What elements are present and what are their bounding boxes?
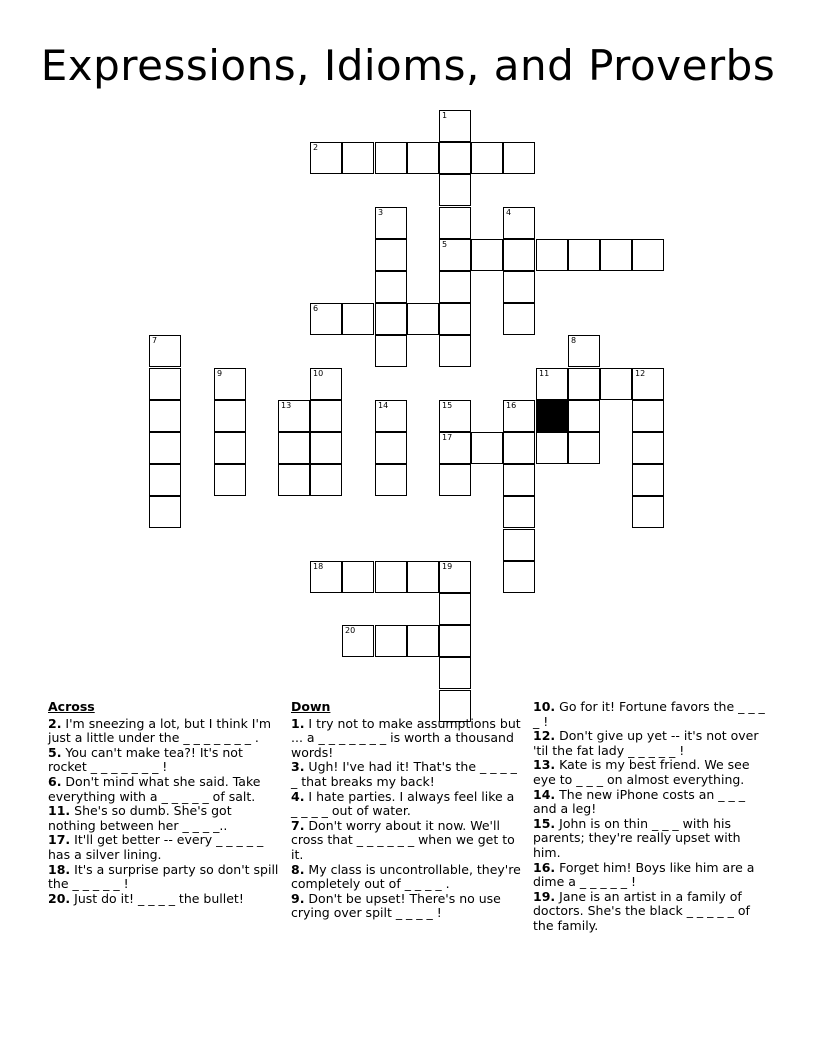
clue-number-label: 18. <box>48 861 71 877</box>
grid-cell[interactable] <box>503 271 535 303</box>
clue <box>48 746 280 775</box>
clue-number: 8 <box>571 336 577 345</box>
clue-text: The new iPhone costs an _ _ _ and a leg! <box>533 786 745 817</box>
clue-text: It'll get better -- every _ _ _ _ _ has a silver lining. <box>48 832 264 862</box>
grid-cell[interactable] <box>471 142 503 174</box>
grid-cell[interactable] <box>503 303 535 335</box>
grid-cell[interactable] <box>375 400 407 432</box>
clue-number: 4 <box>506 208 512 217</box>
grid-cell[interactable] <box>632 239 664 271</box>
clue-text: Forget him! Boys like him are a dime a _ _ _ _ _ ! <box>533 859 755 890</box>
clue-number: 7 <box>152 336 158 345</box>
grid-cell[interactable] <box>439 335 471 367</box>
clue <box>291 760 523 789</box>
clue-number: 13 <box>281 401 292 410</box>
clue <box>533 890 765 934</box>
grid-cell[interactable] <box>310 561 342 593</box>
clue-number-label: 3. <box>291 759 305 775</box>
clue-number-label: 14. <box>533 786 556 802</box>
grid-cell[interactable] <box>632 368 664 400</box>
grid-cell[interactable] <box>503 239 535 271</box>
grid-cell[interactable] <box>278 400 310 432</box>
grid-cell[interactable] <box>214 400 246 432</box>
clue-number: 3 <box>378 208 384 217</box>
clue-number: 5 <box>442 240 448 249</box>
down-heading: Down <box>291 699 331 714</box>
grid-cell[interactable] <box>503 464 535 496</box>
clue-number: 1 <box>442 111 448 120</box>
grid-cell[interactable] <box>214 432 246 464</box>
clue-number-label: 8. <box>291 861 305 877</box>
grid-cell[interactable] <box>536 239 568 271</box>
clue <box>533 861 765 890</box>
grid-cell[interactable] <box>407 142 439 174</box>
clue-text: Just do it! _ _ _ _ the bullet! <box>70 890 244 906</box>
grid-cell[interactable] <box>342 561 374 593</box>
clue-number-label: 7. <box>291 817 305 833</box>
grid-cell[interactable] <box>375 335 407 367</box>
clue <box>48 833 280 862</box>
grid-cell[interactable] <box>439 657 471 689</box>
clue-text: You can't make tea?! It's not rocket _ _ _ _ _ _ _ ! <box>48 744 243 775</box>
clue-number: 15 <box>442 401 453 410</box>
clue-number-label: 16. <box>533 859 556 875</box>
clue-number-label: 2. <box>48 715 62 731</box>
grid-cell[interactable] <box>375 303 407 335</box>
clue-text: I hate parties. I always feel like a _ _ _ _ out of water. <box>291 788 515 819</box>
grid-cell[interactable] <box>568 335 600 367</box>
clue-text: It's a surprise party so don't spill the _ _ _ _ _ ! <box>48 861 279 892</box>
clue <box>48 775 280 804</box>
grid-cell[interactable] <box>342 303 374 335</box>
grid-cell[interactable] <box>278 464 310 496</box>
grid-cell[interactable] <box>503 529 535 561</box>
clue-number: 2 <box>313 143 319 152</box>
grid-cell[interactable] <box>439 174 471 206</box>
grid-cell[interactable] <box>149 335 181 367</box>
clue-text: Don't mind what she said. Take everything with a _ _ _ _ _ of salt. <box>48 773 261 804</box>
grid-cell[interactable] <box>439 207 471 239</box>
clue <box>533 758 765 787</box>
grid-cell[interactable] <box>342 625 374 657</box>
grid-cell[interactable] <box>214 464 246 496</box>
black-square <box>536 400 568 432</box>
grid-cell[interactable] <box>568 400 600 432</box>
grid-cell[interactable] <box>632 400 664 432</box>
clue-text: My class is uncontrollable, they're completely out of _ _ _ _ . <box>291 861 521 892</box>
grid-cell[interactable] <box>407 625 439 657</box>
clue-number: 20 <box>345 626 356 635</box>
clue <box>291 717 523 761</box>
grid-cell[interactable] <box>439 142 471 174</box>
clue-number-label: 1. <box>291 715 305 731</box>
clue-text: Don't be upset! There's no use crying over spilt _ _ _ _ ! <box>291 890 501 921</box>
clue <box>291 863 523 892</box>
clue-number: 6 <box>313 304 319 313</box>
grid-cell[interactable] <box>536 368 568 400</box>
grid-cell[interactable] <box>536 432 568 464</box>
grid-cell[interactable] <box>439 239 471 271</box>
clue-text: I'm sneezing a lot, but I think I'm just a little under the _ _ _ _ _ _ _ . <box>48 715 272 746</box>
grid-cell[interactable] <box>439 271 471 303</box>
grid-cell[interactable] <box>439 593 471 625</box>
clue-number: 11 <box>539 369 550 378</box>
grid-cell[interactable] <box>439 432 471 464</box>
clue-number-label: 20. <box>48 890 71 906</box>
clue <box>533 729 765 758</box>
clue-text: I try not to make assumptions but ... a _ _ _ _ _ _ _ is worth a thousand words! <box>291 715 521 760</box>
grid-cell[interactable] <box>214 368 246 400</box>
grid-cell[interactable] <box>375 239 407 271</box>
down-clues <box>291 700 523 921</box>
grid-cell[interactable] <box>375 142 407 174</box>
clue-number: 19 <box>442 562 453 571</box>
clue-text: Don't give up yet -- it's not over 'til the fat lady _ _ _ _ _ ! <box>533 728 759 758</box>
clue <box>291 819 523 863</box>
clue <box>291 892 523 921</box>
clue-number: 18 <box>313 562 324 571</box>
clue <box>291 790 523 819</box>
clue <box>533 817 765 861</box>
grid-cell[interactable] <box>632 496 664 528</box>
down-clues-continued <box>533 700 765 934</box>
grid-cell[interactable] <box>439 303 471 335</box>
grid-cell[interactable] <box>375 561 407 593</box>
grid-cell[interactable] <box>149 496 181 528</box>
clue <box>48 717 280 746</box>
grid-cell[interactable] <box>568 368 600 400</box>
grid-cell[interactable] <box>375 207 407 239</box>
clue-number-label: 13. <box>533 757 556 773</box>
grid-cell[interactable] <box>310 432 342 464</box>
clue <box>533 700 765 729</box>
grid-cell[interactable] <box>600 368 632 400</box>
grid-cell[interactable] <box>439 110 471 142</box>
clue-text: Kate is my best friend. We see eye to _ _ _ on almost everything. <box>533 757 750 787</box>
clue-number: 10 <box>313 369 324 378</box>
clue-number: 9 <box>217 369 223 378</box>
clue-text: Don't worry about it now. We'll cross that _ _ _ _ _ _ when we get to it. <box>291 817 515 862</box>
grid-cell[interactable] <box>632 432 664 464</box>
grid-cell[interactable] <box>310 400 342 432</box>
grid-cell[interactable] <box>439 561 471 593</box>
grid-cell[interactable] <box>439 625 471 657</box>
grid-cell[interactable] <box>503 496 535 528</box>
grid-cell[interactable] <box>407 561 439 593</box>
grid-cell[interactable] <box>439 464 471 496</box>
clue-number-label: 10. <box>533 699 556 714</box>
clue-number-label: 15. <box>533 815 556 831</box>
clue-number-label: 19. <box>533 888 556 904</box>
puzzle-title: Expressions, Idioms, and Proverbs <box>40 41 776 90</box>
across-heading: Across <box>48 699 95 714</box>
clue-number-label: 9. <box>291 890 305 906</box>
grid-cell[interactable] <box>471 239 503 271</box>
clue <box>48 804 280 833</box>
clue-number-label: 4. <box>291 788 305 804</box>
clue <box>533 788 765 817</box>
grid-cell[interactable] <box>310 303 342 335</box>
grid-cell[interactable] <box>375 625 407 657</box>
grid-cell[interactable] <box>503 432 535 464</box>
clue-number-label: 17. <box>48 832 71 848</box>
grid-cell[interactable] <box>503 400 535 432</box>
clue-number-label: 11. <box>48 803 71 819</box>
grid-cell[interactable] <box>600 239 632 271</box>
grid-cell[interactable] <box>568 239 600 271</box>
clue-number-label: 12. <box>533 728 556 744</box>
grid-cell[interactable] <box>503 207 535 239</box>
across-clues <box>48 700 280 906</box>
clue-number: 16 <box>506 401 517 410</box>
grid-cell[interactable] <box>568 432 600 464</box>
grid-cell[interactable] <box>310 464 342 496</box>
clue-text: She's so dumb. She's got nothing between her _ _ _ _.. <box>48 803 232 833</box>
clue <box>48 863 280 892</box>
grid-cell[interactable] <box>310 368 342 400</box>
grid-cell[interactable] <box>439 400 471 432</box>
grid-cell[interactable] <box>278 432 310 464</box>
clue-number: 17 <box>442 433 453 442</box>
clue-text: John is on thin _ _ _ with his parents; they're really upset with him. <box>533 815 741 860</box>
grid-cell[interactable] <box>407 303 439 335</box>
clue-number: 14 <box>378 401 389 410</box>
grid-cell[interactable] <box>149 400 181 432</box>
clue-text: Jane is an artist in a family of doctors. She's the black _ _ _ _ _ of the family. <box>533 888 750 933</box>
grid-cell[interactable] <box>342 142 374 174</box>
grid-cell[interactable] <box>375 464 407 496</box>
clue-number-label: 5. <box>48 744 62 760</box>
clue-text: Ugh! I've had it! That's the _ _ _ _ _ that breaks my back! <box>291 759 517 789</box>
grid-cell[interactable] <box>632 464 664 496</box>
grid-cell[interactable] <box>375 271 407 303</box>
clue-number-label: 6. <box>48 773 62 789</box>
grid-cell[interactable] <box>310 142 342 174</box>
grid-cell[interactable] <box>149 368 181 400</box>
grid-cell[interactable] <box>375 432 407 464</box>
clue-number: 12 <box>635 369 646 378</box>
grid-cell[interactable] <box>149 432 181 464</box>
grid-cell[interactable] <box>503 561 535 593</box>
grid-cell[interactable] <box>149 464 181 496</box>
grid-cell[interactable] <box>503 142 535 174</box>
clue <box>48 892 280 907</box>
grid-cell[interactable] <box>471 432 503 464</box>
clue-text: Go for it! Fortune favors the _ _ _ _ ! <box>533 699 765 729</box>
